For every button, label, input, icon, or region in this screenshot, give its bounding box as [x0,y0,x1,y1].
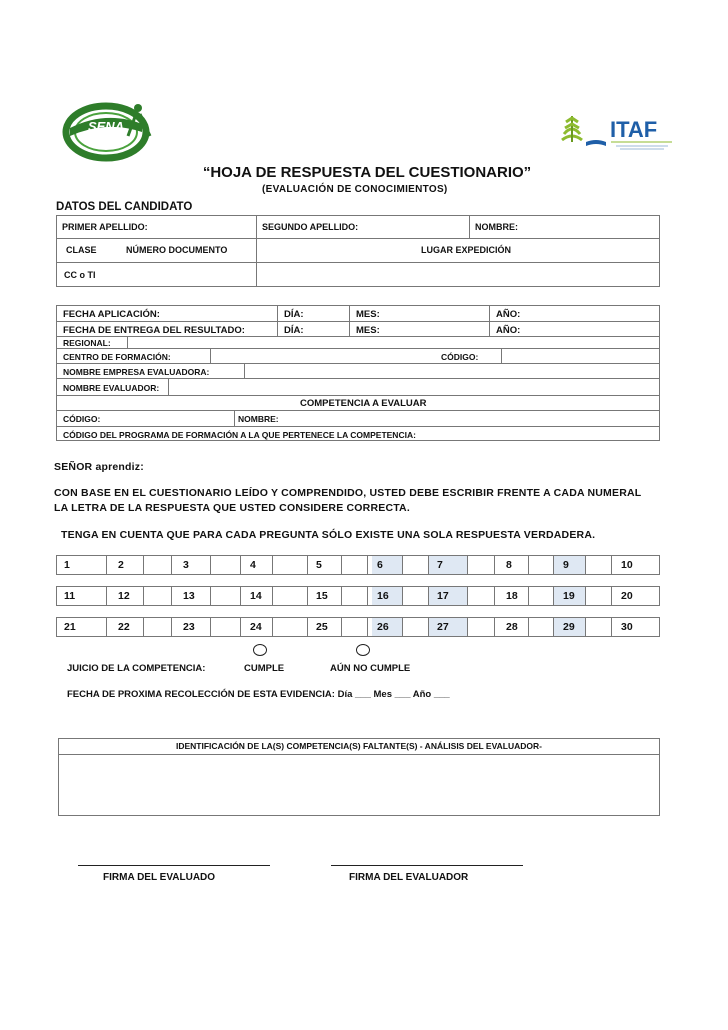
answer-row [56,586,660,606]
answer-number: 20 [621,590,633,602]
answer-input[interactable] [393,587,411,605]
answer-number: 2 [118,559,124,571]
firma-evaluado-label: FIRMA DEL EVALUADO [103,872,216,883]
no-cumple-radio[interactable] [356,644,370,656]
answer-input[interactable] [80,556,98,574]
answer-cell-divider [106,618,107,636]
dia-label-1: DÍA: [284,309,304,320]
answer-cell-divider [106,587,107,605]
answer-input[interactable] [522,587,540,605]
answer-number: 3 [183,559,189,571]
competencia-evaluar-title: COMPETENCIA A EVALUAR [300,398,427,409]
answer-input[interactable] [332,556,350,574]
answer-number: 24 [250,621,262,633]
anio-label-2: AÑO: [496,325,521,336]
answer-number: 26 [377,621,389,633]
answer-row [56,555,660,575]
answer-number: 23 [183,621,195,633]
answer-cell-divider [494,587,495,605]
answer-number: 17 [437,590,449,602]
answer-input[interactable] [199,587,217,605]
answer-number: 9 [563,559,569,571]
svg-text:SENA: SENA [87,119,125,134]
answer-cell-divider [171,556,172,574]
itaf-logo [556,110,674,154]
answer-number: 16 [377,590,389,602]
answer-number: 27 [437,621,449,633]
answer-number: 8 [506,559,512,571]
answer-cell-divider [240,556,241,574]
answer-cell-divider [367,587,368,605]
page-subtitle: (EVALUACIÓN DE CONOCIMIENTOS) [262,184,448,195]
answer-number: 29 [563,621,575,633]
answer-input[interactable] [332,618,350,636]
answer-number: 18 [506,590,518,602]
answer-input[interactable] [199,618,217,636]
lugar-expedicion-label: LUGAR EXPEDICIÓN [421,245,512,255]
answer-input[interactable] [266,556,284,574]
page-title: “HOJA DE RESPUESTA DEL CUESTIONARIO” [202,164,532,181]
nombre-label: NOMBRE: [475,222,518,232]
answer-input[interactable] [637,556,655,574]
primer-apellido-label: PRIMER APELLIDO: [62,222,148,232]
clase-label: CLASE [66,245,97,255]
answer-input[interactable] [332,587,350,605]
codigo-competencia-label: CÓDIGO: [63,414,101,424]
nombre-evaluador-label: NOMBRE EVALUADOR: [63,383,160,393]
answer-cell-divider [494,556,495,574]
section-title-datos-candidato: DATOS DEL CANDIDATO [56,201,193,213]
firma-evaluador-label: FIRMA DEL EVALUADOR [349,872,469,883]
answer-input[interactable] [453,556,471,574]
answer-cell-divider [428,587,429,605]
firma-evaluado-line[interactable] [78,865,270,866]
segundo-apellido-label: SEGUNDO APELLIDO: [262,222,359,232]
answer-number: 15 [316,590,328,602]
regional-label: REGIONAL: [63,338,111,348]
answer-input[interactable] [579,618,597,636]
answer-cell-divider [611,587,612,605]
answer-cell-divider [553,618,554,636]
instruction-line-3: TENGA EN CUENTA QUE PARA CADA PREGUNTA SÓLO EXISTE UNA SOLA RESPUESTA VERDADERA. [61,529,596,541]
answer-cell-divider [611,556,612,574]
answer-number: 10 [621,559,633,571]
answer-input[interactable] [134,556,152,574]
answer-cell-divider [367,618,368,636]
answer-number: 6 [377,559,383,571]
answer-number: 28 [506,621,518,633]
no-cumple-label: AÚN NO CUMPLE [330,663,411,674]
answer-cell-divider [428,618,429,636]
answer-cell-divider [553,556,554,574]
juicio-label: JUICIO DE LA COMPETENCIA: [67,663,206,674]
answer-number: 13 [183,590,195,602]
mes-label-1: MES: [356,309,380,320]
answer-input[interactable] [637,587,655,605]
answer-number: 12 [118,590,130,602]
answer-number: 19 [563,590,575,602]
codigo-centro-label: CÓDIGO: [441,352,479,362]
answer-number: 5 [316,559,322,571]
answer-cell-divider [106,556,107,574]
answer-input[interactable] [579,556,597,574]
analisis-title: IDENTIFICACIÓN DE LA(S) COMPETENCIA(S) FALTANTE(S) - ANÁLISIS DEL EVALUADOR- [176,741,542,751]
centro-formacion-label: CENTRO DE FORMACIÓN: [63,352,171,362]
firma-evaluador-line[interactable] [331,865,523,866]
codigo-programa-label: CÓDIGO DEL PROGRAMA DE FORMACIÓN A LA QUE PERTENECE LA COMPETENCIA: [63,430,416,440]
anio-label-1: AÑO: [496,309,521,320]
fecha-proxima-recoleccion: FECHA DE PROXIMA RECOLECCIÓN DE ESTA EVIDENCIA: Día ___ Mes ___ Año ___ [67,689,450,700]
answer-input[interactable] [393,556,411,574]
answer-cell-divider [307,587,308,605]
cumple-label: CUMPLE [244,663,285,674]
answer-cell-divider [367,556,368,574]
answer-cell-divider [553,587,554,605]
answer-number: 7 [437,559,443,571]
answer-input[interactable] [134,618,152,636]
cumple-radio[interactable] [253,644,267,656]
answer-number: 30 [621,621,633,633]
numero-documento-label: NÚMERO DOCUMENTO [126,245,228,255]
fecha-entrega-label: FECHA DE ENTREGA DEL RESULTADO: [63,325,245,336]
answer-number: 4 [250,559,256,571]
fecha-aplicacion-label: FECHA APLICACIÓN: [63,309,160,320]
answer-cell-divider [611,618,612,636]
answer-cell-divider [240,618,241,636]
answer-cell-divider [307,618,308,636]
answer-input[interactable] [393,618,411,636]
nombre-competencia-label: NOMBRE: [238,414,279,424]
answer-cell-divider [494,618,495,636]
answer-input[interactable] [453,618,471,636]
answer-input[interactable] [522,618,540,636]
answer-row [56,617,660,637]
answer-cell-divider [171,618,172,636]
answer-number: 22 [118,621,130,633]
answer-number: 25 [316,621,328,633]
answer-input[interactable] [453,587,471,605]
svg-text:ITAF: ITAF [610,117,658,142]
answer-cell-divider [171,587,172,605]
sena-logo [62,96,162,162]
answer-input[interactable] [266,618,284,636]
empresa-evaluadora-label: NOMBRE EMPRESA EVALUADORA: [63,367,210,377]
instruction-line-2: LA LETRA DE LA RESPUESTA QUE USTED CONSIDERE CORRECTA. [54,502,410,514]
answer-cell-divider [307,556,308,574]
answer-input[interactable] [579,587,597,605]
answer-input[interactable] [522,556,540,574]
mes-label-2: MES: [356,325,380,336]
answer-input[interactable] [637,618,655,636]
senor-aprendiz: SEÑOR aprendiz: [54,461,144,473]
answer-cell-divider [428,556,429,574]
answer-number: 21 [64,621,76,633]
answer-input[interactable] [199,556,217,574]
answer-number: 1 [64,559,70,571]
answer-input[interactable] [134,587,152,605]
answer-number: 11 [64,590,76,602]
answer-input[interactable] [80,618,98,636]
answer-number: 14 [250,590,262,602]
dia-label-2: DÍA: [284,325,304,336]
answer-input[interactable] [80,587,98,605]
answer-input[interactable] [266,587,284,605]
instruction-line-1: CON BASE EN EL CUESTIONARIO LEÍDO Y COMPRENDIDO, USTED DEBE ESCRIBIR FRENTE A CADA NUMERAL [54,487,642,499]
cc-ti-label: CC o TI [64,270,96,280]
answer-cell-divider [240,587,241,605]
